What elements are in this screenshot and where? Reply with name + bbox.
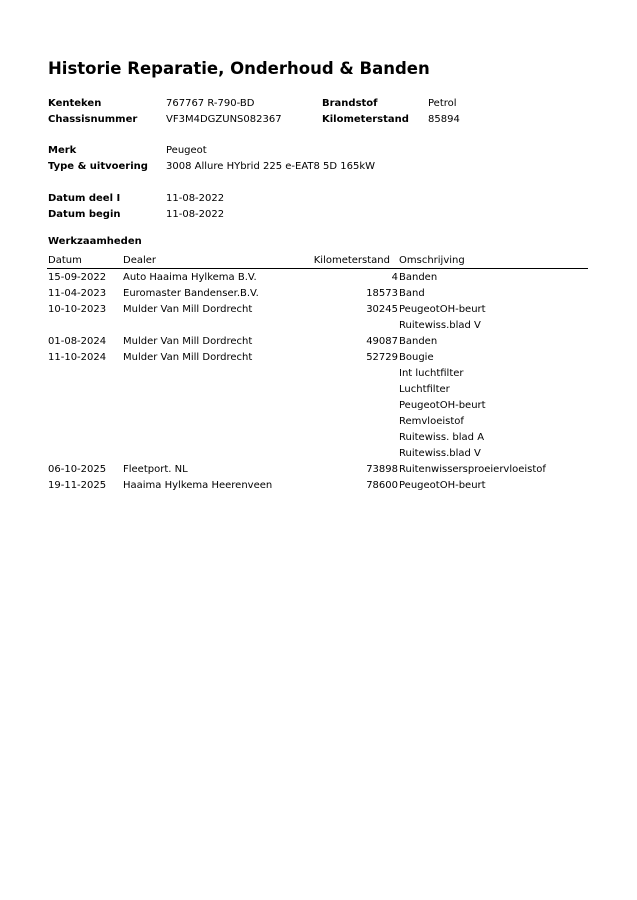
table-row xyxy=(47,381,588,397)
column-header-dealer: Dealer xyxy=(122,253,283,269)
cell-dealer: Mulder Van Mill Dordrecht xyxy=(123,303,253,315)
cell-datum xyxy=(47,397,122,413)
table-row xyxy=(47,285,588,301)
cell-omschrijving: PeugeotOH-beurt xyxy=(399,479,486,491)
cell-omschrijving: Bougie xyxy=(399,351,434,363)
kilometerstand-label: Kilometerstand xyxy=(322,114,409,125)
type-value: 3008 Allure HYbrid 225 e-EAT8 5D 165kW xyxy=(166,161,376,172)
cell-kilometerstand: 78600 xyxy=(366,479,398,491)
table-row xyxy=(47,397,588,413)
cell-omschrijving: PeugeotOH-beurt xyxy=(399,303,486,315)
brandstof-value: Petrol xyxy=(428,98,457,109)
merk-value: Peugeot xyxy=(166,145,207,156)
cell-kilometerstand xyxy=(283,397,398,413)
cell-dealer xyxy=(122,317,283,333)
cell-kilometerstand xyxy=(283,317,398,333)
cell-dealer: Fleetport. NL xyxy=(123,463,188,475)
cell-kilometerstand xyxy=(283,429,398,445)
table-row xyxy=(47,429,588,445)
chassis-label: Chassisnummer xyxy=(48,114,138,125)
cell-datum xyxy=(47,365,122,381)
cell-dealer xyxy=(122,413,283,429)
cell-omschrijving: Ruitenwissersproeiervloeistof xyxy=(399,463,546,475)
page-title: Historie Reparatie, Onderhoud & Banden xyxy=(48,59,430,78)
datum-begin-value: 11-08-2022 xyxy=(166,209,225,220)
column-header-datum: Datum xyxy=(47,253,122,269)
cell-datum: 19-11-2025 xyxy=(48,479,107,491)
cell-kilometerstand xyxy=(283,365,398,381)
table-row xyxy=(47,333,588,349)
cell-datum: 06-10-2025 xyxy=(48,463,107,475)
cell-kilometerstand: 49087 xyxy=(366,335,398,347)
cell-kilometerstand: 30245 xyxy=(366,303,398,315)
cell-dealer: Mulder Van Mill Dordrecht xyxy=(123,351,253,363)
cell-omschrijving: Banden xyxy=(399,335,438,347)
cell-omschrijving: Ruitewiss. blad A xyxy=(399,431,485,443)
cell-dealer: Euromaster Bandenser.B.V. xyxy=(123,287,259,299)
cell-kilometerstand xyxy=(283,413,398,429)
table-body xyxy=(47,269,588,494)
cell-datum: 01-08-2024 xyxy=(48,335,107,347)
cell-datum xyxy=(47,381,122,397)
cell-datum: 15-09-2022 xyxy=(48,271,107,283)
table-row xyxy=(47,365,588,381)
cell-datum xyxy=(47,445,122,461)
chassis-value: VF3M4DGZUNS082367 xyxy=(166,114,282,125)
cell-omschrijving: Ruitewiss.blad V xyxy=(399,447,481,459)
werkzaamheden-heading: Werkzaamheden xyxy=(48,236,142,247)
cell-kilometerstand: 18573 xyxy=(366,287,398,299)
datum-begin-label: Datum begin xyxy=(48,209,121,220)
table-row xyxy=(47,301,588,317)
cell-datum xyxy=(47,429,122,445)
table-row xyxy=(47,445,588,461)
cell-omschrijving: Ruitewiss.blad V xyxy=(399,319,481,331)
cell-omschrijving: PeugeotOH-beurt xyxy=(399,399,486,411)
cell-datum: 11-10-2024 xyxy=(48,351,107,363)
column-header-omschrijving: Omschrijving xyxy=(398,253,588,269)
kilometerstand-value: 85894 xyxy=(428,114,460,125)
table-row xyxy=(47,349,588,365)
datum-deel-label: Datum deel I xyxy=(48,193,121,204)
type-label: Type & uitvoering xyxy=(48,161,148,172)
cell-kilometerstand xyxy=(283,381,398,397)
cell-dealer xyxy=(122,381,283,397)
cell-omschrijving: Remvloeistof xyxy=(399,415,464,427)
cell-kilometerstand xyxy=(283,445,398,461)
cell-dealer: Haaima Hylkema Heerenveen xyxy=(123,479,273,491)
merk-label: Merk xyxy=(48,145,77,156)
cell-datum xyxy=(47,317,122,333)
cell-omschrijving: Int luchtfilter xyxy=(399,367,464,379)
cell-kilometerstand: 73898 xyxy=(366,463,398,475)
cell-kilometerstand: 4 xyxy=(391,271,398,283)
cell-dealer xyxy=(122,365,283,381)
datum-deel-value: 11-08-2022 xyxy=(166,193,225,204)
cell-dealer xyxy=(122,397,283,413)
werkzaamheden-table xyxy=(47,253,588,493)
table-row xyxy=(47,269,588,286)
table-row xyxy=(47,413,588,429)
cell-dealer: Mulder Van Mill Dordrecht xyxy=(123,335,253,347)
cell-datum: 10-10-2023 xyxy=(48,303,107,315)
column-header-kilometerstand: Kilometerstand xyxy=(283,253,398,269)
brandstof-label: Brandstof xyxy=(322,98,378,109)
kenteken-label: Kenteken xyxy=(48,98,102,109)
cell-omschrijving: Banden xyxy=(399,271,438,283)
cell-datum: 11-04-2023 xyxy=(48,287,107,299)
cell-dealer: Auto Haaima Hylkema B.V. xyxy=(123,271,257,283)
kenteken-value: 767767 R-790-BD xyxy=(166,98,255,109)
cell-datum xyxy=(47,413,122,429)
cell-kilometerstand: 52729 xyxy=(366,351,398,363)
table-row xyxy=(47,461,588,477)
table-header-row xyxy=(47,253,588,269)
cell-dealer xyxy=(122,445,283,461)
table-row xyxy=(47,477,588,493)
cell-omschrijving: Luchtfilter xyxy=(399,383,450,395)
cell-dealer xyxy=(122,429,283,445)
table-row xyxy=(47,317,588,333)
cell-omschrijving: Band xyxy=(399,287,425,299)
